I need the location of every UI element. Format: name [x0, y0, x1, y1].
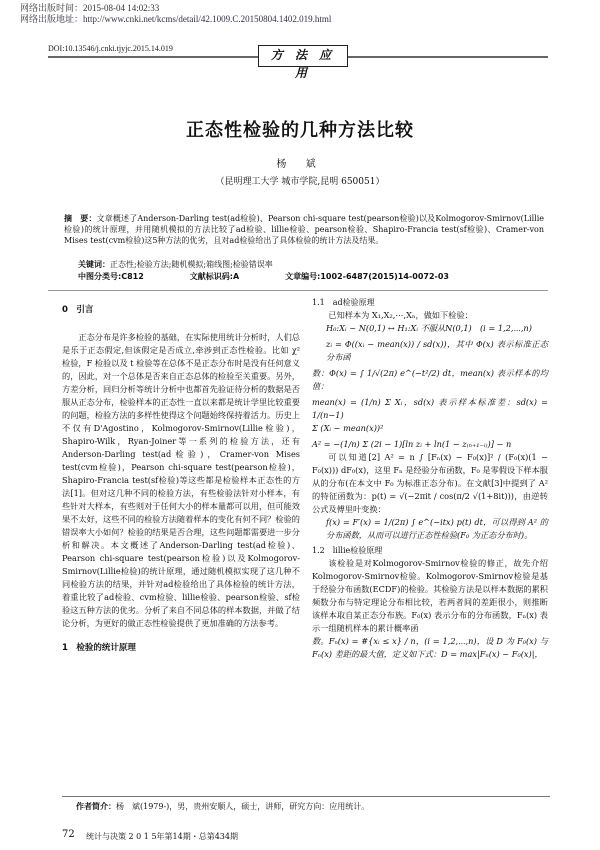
lillie-paragraph: 该检验是对Kolmogorov-Smirnov检验的修正，故先介绍Kolmogorov-Smirnov检验。Kolmogorov-Smirnov检验是基于经验分布函数(ECDF)的检验。其检验方法是以样本数据的累积频数分布与特定理论分布相比较，若两者间的差距很小，则推断该样本取自某正态分布族。F₀(x) 表示分布的分布函数，Fₙ(x) 表示一组随机样本的累计概率函 — [312, 558, 548, 633]
keywords — [78, 259, 548, 270]
abstract-divider — [48, 290, 548, 291]
subsection-heading-ad: 1.1 ad检验原理 — [312, 298, 375, 307]
author-bio — [76, 801, 556, 812]
right-column — [312, 296, 548, 661]
page-title: 正态性检验的几种方法比较 — [186, 120, 414, 141]
left-column — [62, 304, 300, 655]
document-code: 文献标识码:A — [189, 272, 240, 281]
article-number: 文章编号:1002-6487(2015)14-0072-03 — [285, 272, 449, 281]
affiliation: （昆明理工大学 城市学院,昆明 650051） — [215, 177, 385, 187]
subsection-heading-lillie: 1.2 lillie检验原理 — [312, 546, 383, 555]
online-publish-time: 网络出版时间：2015-08-04 14:02:33 — [20, 3, 160, 13]
clc-number: 中图分类号:C812 — [78, 272, 144, 281]
abstract-label: 摘 要： — [64, 214, 97, 223]
section-heading-principle: 1 检验的统计原理 — [62, 643, 136, 653]
abstract — [64, 213, 544, 246]
classification-line — [78, 271, 548, 282]
ad-phi-formula: 数：Φ(x) = ∫ 1/√(2π) e^(−t²/2) dt，mean(x) 表示样本的均值： — [312, 368, 548, 391]
online-publish-url[interactable]: 网络出版地址：http://www.cnki.net/kcms/detail/42.1009.C.20150804.1402.019.html — [20, 14, 332, 24]
page-number: 72 — [62, 829, 75, 840]
ad-sample-text: 已知样本为 X₁,X₂,⋯,Xₙ，做如下检验： — [328, 310, 473, 320]
author-bio-label: 作者简介： — [76, 802, 116, 811]
lillie-formula: 数。Fₙ(x) = #{xᵢ ≤ x} / n，(i = 1,2,⋯,n)，设 D 为 F₀(x) 与 Fₙ(x) 差距的最大值，定义如下式：D = max|Fₙ(x) − F₀(x)|， — [312, 636, 548, 659]
keywords-text: 正态性;检验方法;随机模拟;箱线图;检验错误率 — [110, 260, 273, 269]
ad-hypothesis: H₀:Xᵢ ~ N(0,1) ↔ H₁:Xᵢ 不服从N(0,1) (i = 1,2,⋯,n) — [326, 323, 532, 333]
doi: DOI:10.13546/j.cnki.tjyjc.2015.14.019 — [48, 44, 173, 53]
ad-sd-formula: Σ (Xᵢ − mean(x))² — [312, 423, 384, 433]
intro-paragraph: 正态分布是许多检验的基础，在实际使用统计分析时，人们总是乐于正态假定,但该假定是否成立,牵涉到正态性检验。比如 χ² 检验，F 检验以及 t 检验等在总体不是正态分布时是没有任何意义的，因此，对一个总体是否来自正态总体的检验至关重要。另外，方差分析，回归分析等统计分析中也都首先验证待分析的数据是否服从正态分布，检验样本的正态性一直以来都是统计学里比较重要的问题，检验方法的多样性使得这个问题始终保持着活力。历史上不仅有D'Agostino，Kolmogorov-Smirnov(Lillie检验)，Shapiro-Wilk，Ryan-Joiner等一系列的检验方法，还有Anderson-Darling test(ad检验)，Cramer-von Mises test(cvm检验)，Pearson chi-square test(pearson检验)，Shapiro-Francia test(sf检验)等这些都是检验样本正态性的方法[1]。但对这几种不同的检验方法，有些检验法针对小样本，有些针对大样本，有些则对于任何大小的样本量都可以用，但可能效果不太好，这些不同的检验方法随着样本的变化有何不同？检验的错误率大小如何？检验的结果是否合理，这些问题都需要进一步分析和解决。本文概述了Anderson-Darling test(ad检验)、Pearson chi-square test(pearson检验)以及Kolmogorov-Smirnov(Lillie检验)的统计原理，通过随机模拟实现了这几种不同检验方法的结果，并针对ad检验给出了具体检验的统计方法，着重比较了ad检验、cvm检验、lillie检验、pearson检验、sf检验这五种方法的优劣。分析了来自不同总体的样本数据，并做了结论分析，为更好的做正态性检验提供了更加准确的方法参考。 — [62, 332, 300, 628]
ad-mean-formula: mean(x) = (1/n) Σ Xᵢ，sd(x) 表示样本标准差：sd(x) = 1/(n−1) — [312, 397, 548, 420]
ad-zi-formula: zᵢ = Φ((xᵢ − mean(x)) / sd(x))，其中 Φ(x) 表示标准正态分布函 — [326, 339, 548, 362]
ad-a2-formula: A² = −(1/n) Σ (2i − 1)[ln zᵢ + ln(1 − z₍ₙ₊₁₋ᵢ₎)] − n — [312, 439, 512, 449]
author-bio-text: 杨 斌(1979-)，男，贵州安顺人，硕士，讲师，研究方向：应用统计。 — [116, 802, 370, 811]
section-heading-intro: 0 引言 — [62, 305, 94, 315]
author: 杨 斌 — [276, 159, 324, 170]
ad-explanation: 可以知道[2] A² = n ∫ [Fₙ(x) − F₀(x)]² / (F₀(x)(1 − F₀(x))) dF₀(x)，这里 Fₙ 是经验分布函数，F₀ 是零假设下样本服从的分布(在本文中 F₀ 为标准正态分布)。在文献[3]中提到了 A² 的特征函数为：p(t) = √(−2πit / cos(π/2 √(1+8it)))，由逆转公式及傅里叶变换： — [312, 452, 548, 514]
journal-footer: 统计与决策 2 0 1 5年第14期・总第434期 — [86, 832, 238, 841]
abstract-text: 文章概述了Anderson-Darling test(ad检验)、Pearson chi-square test(pearson检验)以及Kolmogorov-Smirnov(Lillie检验)的统计原理，并用随机模拟的方法比较了ad检验、lillie检验、pearson检验、Shapiro-Francia test(sf检验)、Cramer-von Mises test(cvm检验)这5种方法的优劣，且对ad检验给出了具体检验的统计方法及结果。 — [64, 214, 545, 245]
keywords-label: 关键词： — [78, 260, 110, 269]
footnote-rule — [62, 796, 550, 797]
ad-inversion-formula: f(x) = F′(x) = 1/(2π) ∫ e^(−itx) p(t) dt，可以得到 A² 的分布函数，从而可以进行正态性检验(F₀ 为正态分布时)。 — [326, 517, 548, 540]
section-label: 方 法 应 用 — [258, 45, 348, 67]
